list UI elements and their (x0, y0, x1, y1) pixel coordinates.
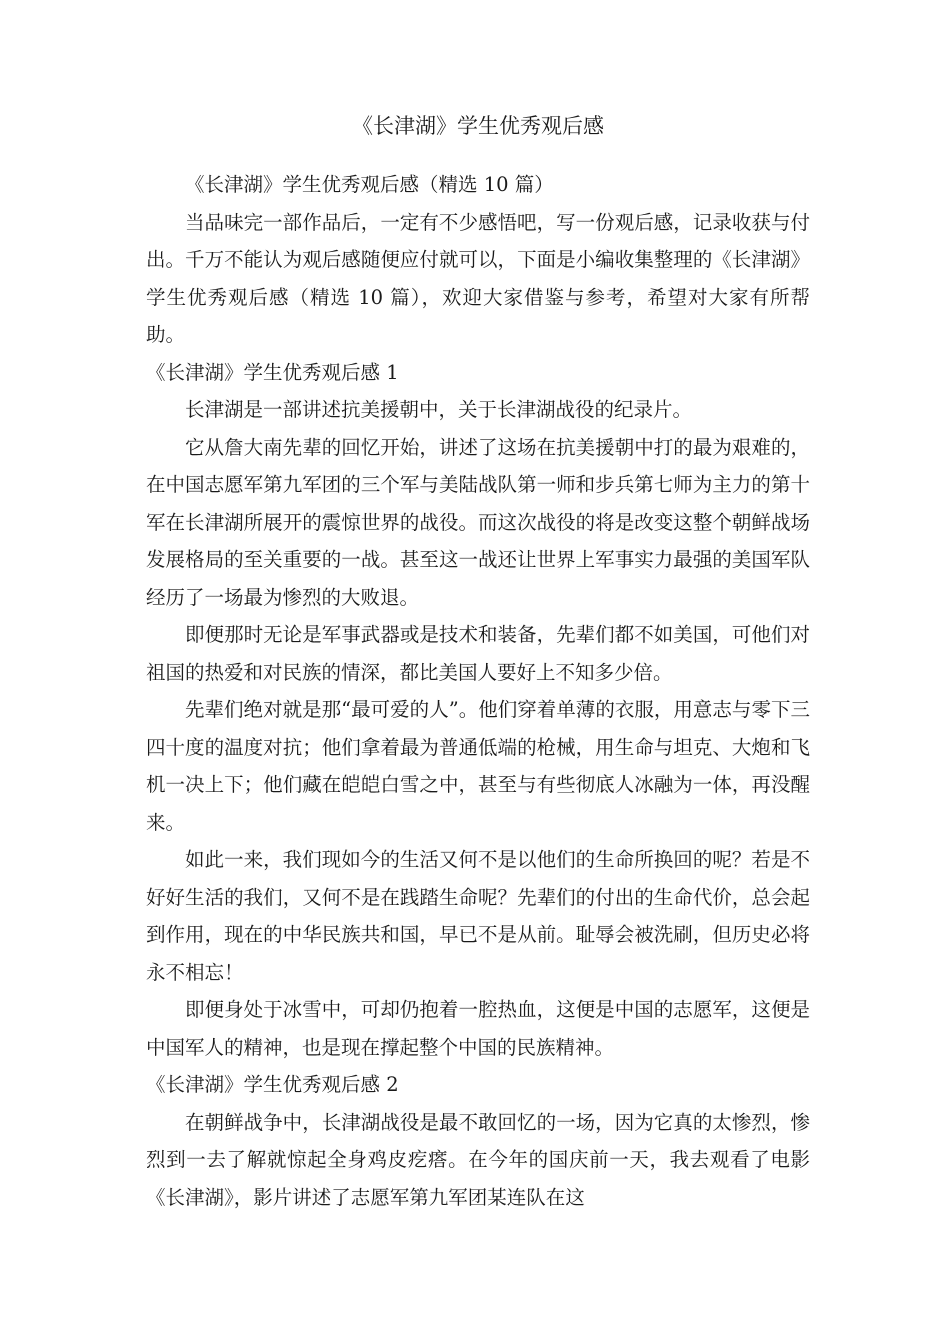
section-heading: 《长津湖》学生优秀观后感 1 (146, 360, 399, 384)
body-paragraph: 在朝鲜战争中，长津湖战役是最不敢回忆的一场，因为它真的太惨烈，惨烈到一去了解就惊起全身鸡皮疙瘩。在今年的国庆前一天，我去观看了电影《长津湖》，影片讲述了志愿军第九军团某连队在这 (146, 1110, 810, 1209)
body-paragraph: 它从詹大南先辈的回忆开始，讲述了这场在抗美援朝中打的最为艰难的，在中国志愿军第九军团的三个军与美陆战队第一师和步兵第七师为主力的第十军在长津湖所展开的震惊世界的战役。而这次战役的将是改变这整个朝鲜战场发展格局的至关重要的一战。甚至这一战还让世界上军事实力最强的美国军队经历了一场最为惨烈的大败退。 (146, 435, 810, 609)
section-heading: 《长津湖》学生优秀观后感 2 (146, 1073, 399, 1096)
body-paragraph: 当品味完一部作品后，一定有不少感悟吧，写一份观后感，记录收获与付出。千万不能认为观后感随便应付就可以，下面是小编收集整理的《长津湖》学生优秀观后感（精选 10 篇），欢迎大家借鉴与参考，希望对大家有所帮助。 (146, 210, 810, 346)
document-body (146, 166, 810, 1216)
body-paragraph: 即便身处于冰雪中，可却仍抱着一腔热血，这便是中国的志愿军，这便是中国军人的精神，也是现在撑起整个中国的民族精神。 (146, 998, 810, 1059)
document-content (146, 108, 810, 1216)
body-paragraph: 先辈们绝对就是那“最可爱的人”。他们穿着单薄的衣服，用意志与零下三四十度的温度对抗；他们拿着最为普通低端的枪械，用生命与坦克、大炮和飞机一决上下；他们藏在皑皑白雪之中，甚至与有些彻底人冰融为一体，再没醒来。 (146, 698, 810, 834)
body-paragraph: 即便那时无论是军事武器或是技术和装备，先辈们都不如美国，可他们对祖国的热爱和对民族的情深，都比美国人要好上不知多少倍。 (146, 623, 810, 684)
document-title: 《长津湖》学生优秀观后感 (352, 114, 604, 138)
body-paragraph: 《长津湖》学生优秀观后感（精选 10 篇） (185, 173, 554, 196)
body-paragraph: 长津湖是一部讲述抗美援朝中，关于长津湖战役的纪录片。 (185, 398, 693, 421)
body-paragraph: 如此一来，我们现如今的生活又何不是以他们的生命所换回的呢？若是不好好生活的我们，又何不是在践踏生命呢？先辈们的付出的生命代价，总会起到作用，现在的中华民族共和国，早已不是从前。耻辱会被洗刷，但历史必将永不相忘！ (146, 848, 810, 984)
